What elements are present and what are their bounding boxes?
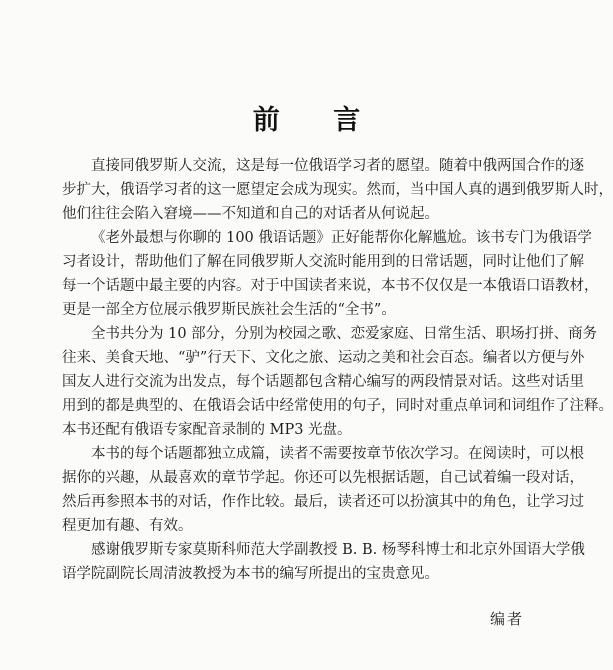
paragraph (62, 442, 584, 538)
text-line: 本书的每个话题都独立成篇，读者不需要按章节依次学习。在阅读时，可以根 (91, 446, 584, 462)
text-line: 直接同俄罗斯人交流，这是每一位俄语学习者的愿望。随着中俄两国合作的逐 (91, 158, 584, 174)
paragraph (62, 538, 585, 586)
text-line: 据你的兴趣，从最喜欢的章节学起。你还可以先根据话题，自己试着编一段对话， (62, 470, 584, 486)
text-line: 往来、美食天地、“驴”行天下、文化之旅、运动之美和社会百态。编者以方便与外 (62, 350, 585, 366)
paragraph (62, 226, 599, 322)
text-line: 他们往往会陷入窘境——不知道和自己的对话者从何说起。 (62, 206, 439, 222)
paragraph (62, 154, 613, 226)
text-line: 语学院副院长周清波教授为本书的编写所提出的宝贵意见。 (62, 566, 439, 582)
text-line: 《老外最想与你聊的 100 俄语话题》正好能帮你化解尴尬。该书专门为俄语学 (91, 230, 592, 246)
preface-body (62, 154, 613, 586)
text-line: 习者设计，帮助他们了解在同俄罗斯人交流时能用到的日常话题，同时让他们了解 (62, 254, 584, 270)
text-line: 每一个话题中最主要的内容。对于中国读者来说，本书不仅仅是一本俄语口语教材， (62, 278, 599, 294)
text-line: 更是一部全方位展示俄罗斯民族社会生活的“全书”。 (62, 302, 396, 318)
paragraph (62, 322, 613, 442)
text-line: 感谢俄罗斯专家莫斯科师范大学副教授 В. В. 杨琴科博士和北京外国语大学俄 (91, 542, 585, 558)
text-line: 国友人进行交流为出发点，每个话题都包含精心编写的两段情景对话。这些对话里 (62, 374, 584, 390)
text-line: 程更加有趣、有效。 (62, 518, 193, 534)
text-line: 然后再参照本书的对话，作作比较。最后，读者还可以扮演其中的角色，让学习过 (62, 494, 584, 510)
text-line: 本书还配有俄语专家配音录制的 MP3 光盘。 (62, 422, 352, 438)
signature: 编者 (490, 610, 525, 628)
text-line: 全书共分为 10 部分，分别为校园之歌、恋爱家庭、日常生活、职场打拼、商务 (91, 326, 598, 342)
page-title: 前 言 (252, 105, 383, 136)
text-line: 用到的都是典型的、在俄语会话中经常使用的句子，同时对重点单词和词组作了注释。 (62, 398, 613, 414)
text-line: 步扩大，俄语学习者的这一愿望定会成为现实。然而，当中国人真的遇到俄罗斯人时， (62, 182, 613, 198)
